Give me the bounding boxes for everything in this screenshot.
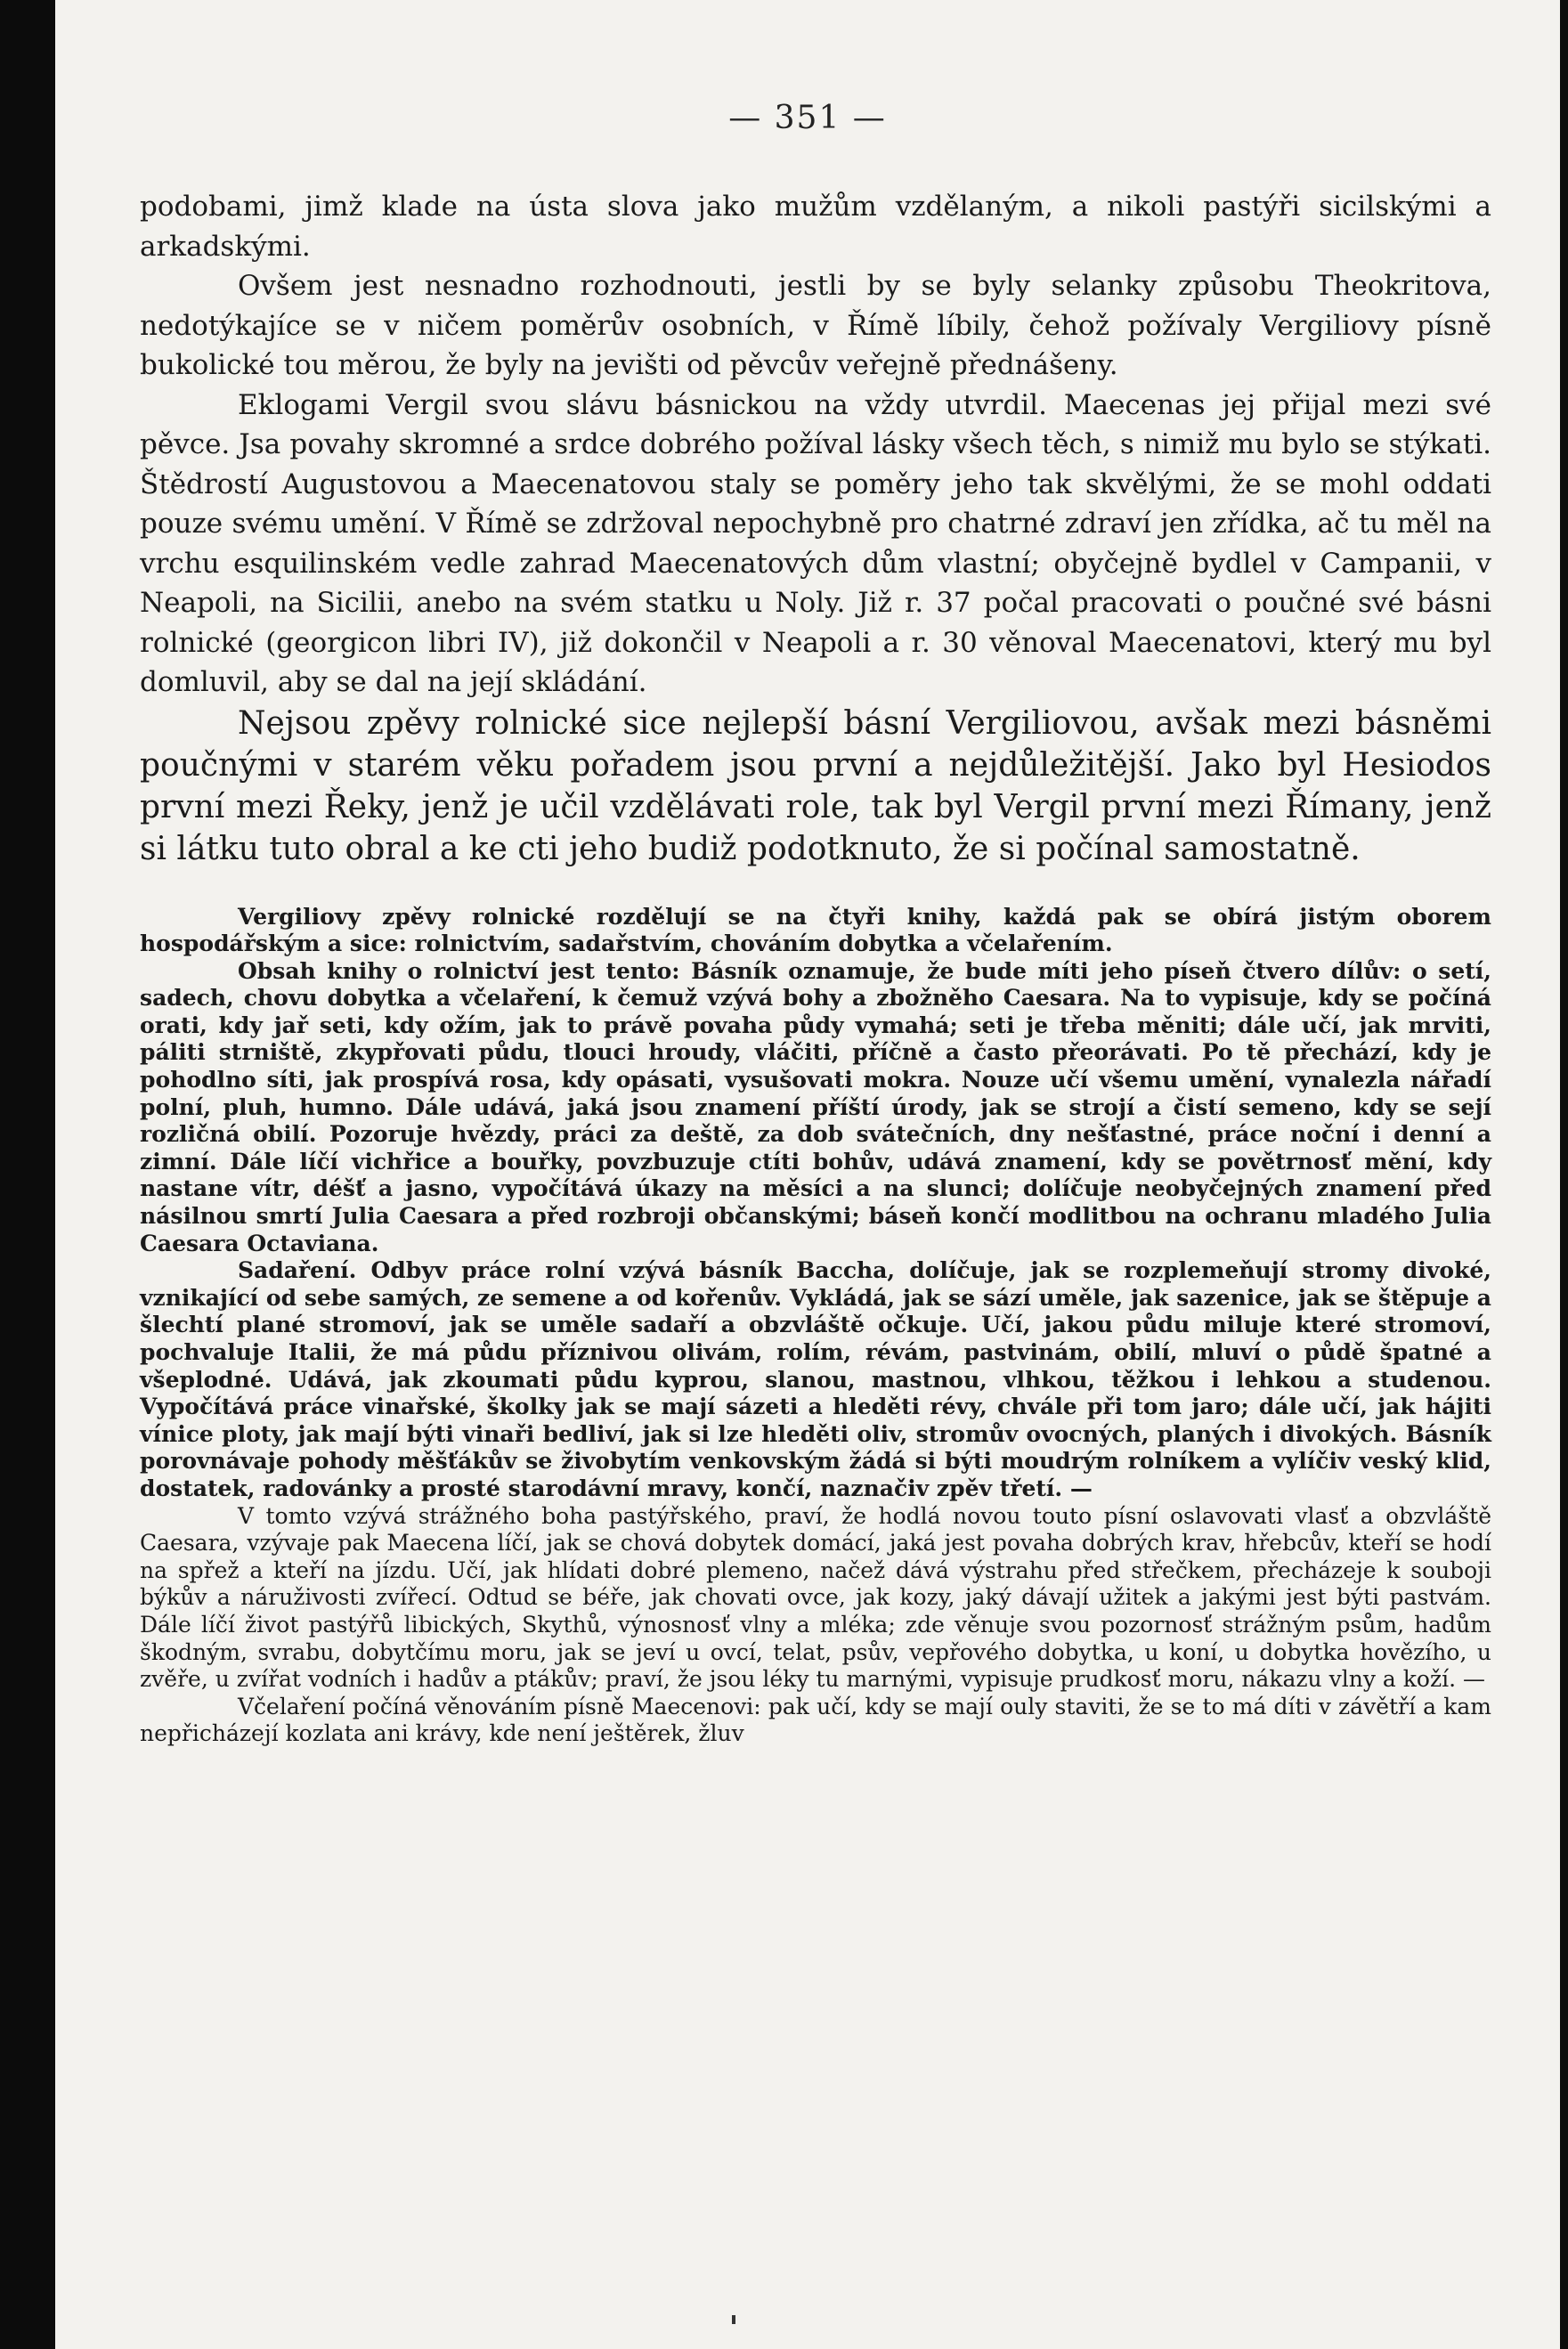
- scan-left-edge: [0, 0, 55, 2349]
- paragraph-2: Ovšem jest nesnadno rozhodnouti, jestli by se byly selanky způsobu Theokritova, nedotýkajíce se v ničem poměrův osobních, v Římě líbily, čehož požívaly Vergiliovy písně bukolické tou měrou, že byly na jevišti od pěvcův veřejně přednášeny.: [140, 270, 1491, 381]
- scan-right-edge: [1560, 0, 1568, 2349]
- note-3: Sadaření. Odbyv práce rolní vzývá básník Baccha, dolíčuje, jak se rozplemeňují stromy divoké, vznikající od sebe samých, ze semene a od kořenův. Vykládá, jak se sází uměle, jak sazenice, jak se štěpuje a šlechtí plané stromoví, jak se uměle sadaří a obzvláště očkuje. Učí, jakou půdu miluje které stromoví, pochvaluje Italii, že má půdu příznivou olivám, rolím, révám, pastvinám, obilí, mluví o půdě špatné a všeplodné. Udává, jak zkoumati půdu kyprou, slanou, mastnou, vlhkou, těžkou i lehkou a studenou. Vypočítává práce vinařské, školky jak se mají sázeti a hleděti révy, chvále při tom jaro; dále učí, jak hájiti vínice ploty, jak mají býti vinaři bedliví, jak si lze hleděti oliv, stromův ovocných, planých i divokých. Básník porovnávaje pohody měšťákův se živobytím venkovským žádá si býti moudrým rolníkem a vylíčiv veský klid, dostatek, radovánky a prosté starodávní mravy, končí, naznačiv zpěv třetí. —: [140, 1257, 1491, 1501]
- book-page: [55, 0, 1560, 2349]
- paragraph-1: podobami, jimž klade na ústa slova jako mužům vzdělaným, a nikoli pastýři sicilskými a arkadskými.: [140, 191, 1491, 263]
- note-5: Včelaření počíná věnováním písně Maecenovi: pak učí, kdy se mají ouly staviti, že se to má díti v závětří a kam nepřicházejí kozlata ani krávy, kde není ještěrek, žluv: [140, 1693, 1491, 1747]
- note-1: Vergiliovy zpěvy rolnické rozdělují se na čtyři knihy, každá pak se obírá jistým oborem hospodářským a sice: rolnictvím, sadařstvím, chováním dobytka a včelařením.: [140, 903, 1491, 957]
- page-number: — 351 —: [728, 100, 887, 136]
- main-text: [140, 187, 1491, 870]
- paragraph-3: Eklogami Vergil svou slávu básnickou na vždy utvrdil. Maecenas jej přijal mezi své pěvce. Jsa povahy skromné a srdce dobrého požíval lásky všech těch, s nimiž mu bylo se stýkati. Štědrostí Augustovou a Maecenatovou staly se poměry jeho tak skvělými, že se mohl oddati pouze svému umění. V Římě se zdržoval nepochybně pro chatrné zdraví jen zřídka, ač tu měl na vrchu esquilinském vedle zahrad Maecenatových dům vlastní; obyčejně bydlel v Campanii, v Neapoli, na Sicilii, anebo na svém statku u Noly. Již r. 37 počal pracovati o poučné své básni rolnické (georgicon libri IV), již dokončil v Neapoli a r. 30 věnoval Maecenatovi, který mu byl domluvil, aby se dal na její skládání.: [140, 388, 1491, 698]
- print-speck: [732, 2315, 735, 2324]
- page-content: [140, 187, 1491, 1748]
- paragraph-4: Nejsou zpěvy rolnické sice nejlepší básní Vergiliovou, avšak mezi básněmi poučnými v starém věku pořadem jsou první a nejdůležitější. Jako byl Hesiodos první mezi Řeky, jenž je učil vzdělávati role, tak byl Vergil první mezi Římany, jenž si látku tuto obral a ke cti jeho budiž podotknuto, že si počínal samostatně.: [140, 704, 1491, 867]
- notes-section: [140, 904, 1491, 1748]
- note-4: V tomto vzývá strážného boha pastýřského, praví, že hodlá novou touto písní oslavovati vlasť a obzvláště Caesara, vzývaje pak Maecena líčí, jak se chová dobytek domácí, jaká jest povaha dobrých krav, hřebcův, kteří se hodí na spřež a kteří na jízdu. Učí, jak hlídati dobré plemeno, načež dává výstrahu před střečkem, přecházeje k souboji býkův a náruživosti zvířecí. Odtud se béře, jak chovati ovce, jak kozy, jaký dávají užitek a jakými jest býti pastvám. Dále líčí život pastýřů libických, Skythů, výnosnosť vlny a mléka; zde věnuje svou pozornosť strážným psům, hadům škodným, svrabu, dobytčímu moru, jak se jeví u ovcí, telat, psův, vepřového dobytka, u koní, u dobytka hovězího, u zvěře, u zvířat vodních i hadův a ptákův; praví, že jsou léky tu marnými, vypisuje prudkosť moru, nákazu vlny a koží. —: [140, 1502, 1491, 1693]
- note-2: Obsah knihy o rolnictví jest tento: Básník oznamuje, že bude míti jeho píseň čtvero dílův: o setí, sadech, chovu dobytka a včelaření, k čemuž vzývá bohy a zbožněho Caesara. Na to vypisuje, kdy se počíná orati, kdy jař seti, kdy ožím, jak to právě povaha půdy vymahá; seti je třeba měniti; dále učí, jak mrviti, páliti strniště, zkypřovati půdu, tlouci hroudy, vláčiti, příčně a často přeorávati. Po tě přechází, kdy je pohodlno síti, jak prospívá rosa, kdy opásati, vysušovati mokra. Nouze učí všemu umění, vynalezla nářadí polní, pluh, humno. Dále udává, jaká jsou znamení příští úrody, jak se strojí a čistí semeno, kdy se sejí rozličná obilí. Pozoruje hvězdy, práci za deště, za dob svátečních, dny nešťastné, práce noční i denní a zimní. Dále líčí vichřice a bouřky, povzbuzuje ctíti bohův, udává znamení, kdy se povětrnosť mění, kdy nastane vítr, déšť a jasno, vypočítává úkazy na měsíci a na slunci; dolíčuje neobyčejných znamení před násilnou smrtí Julia Caesara a před rozbroji občanskými; báseň končí modlitbou na ochranu mladého Julia Caesara Octaviana.: [140, 957, 1491, 1256]
